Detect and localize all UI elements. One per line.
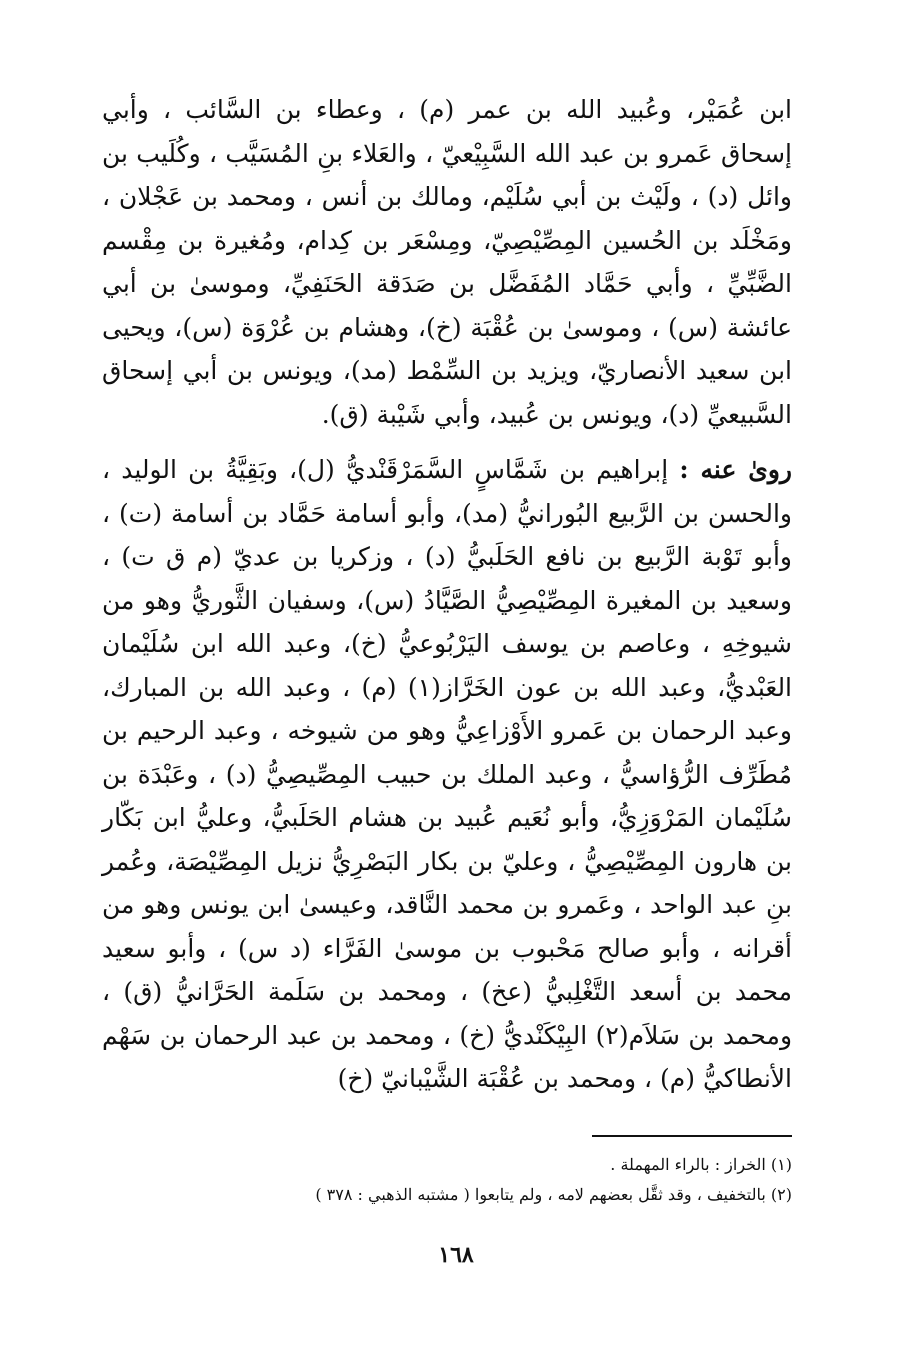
- text-line: ابن عُمَيْر، وعُبيد الله بن عمر (م) ، وعطاء بن السَّائب ، وأبي إسحاق: [102, 95, 792, 168]
- text-line: إبراهيم بن شَمَّاسٍ السَّمَرْقَنْديُّ (ل)، وبَقِيَّةُ بن: [188, 455, 669, 484]
- text-line: الرحيم بن مُطَرِّف الرُّؤاسيُّ ، وعبد الملك بن حبيب المِصِّيصِيُّ (د) ،: [102, 716, 792, 789]
- text-line: المِصِّيْصَة، وعُمر بنِ عبد الواحد ، وعَمرو بن محمد النَّاقد، وعيسىٰ: [102, 846, 792, 919]
- text-line: أسامة (ت) ، وأبو تَوْبة الرَّبيع بن نافع الحَلَبيُّ (د) ، وزكريا بن عديّ: [102, 498, 792, 571]
- text-line: س) ، وأبو سعيد محمد بن أسعد التَّغْلِبيُّ (عخ) ، ومحمد بن سَلَمة: [102, 933, 792, 1006]
- text-line: (م ق ت) ، وسعيد بن المغيرة المِصِّيْصِيُّ الصَّيَّادُ (س)، وسفيان: [102, 542, 792, 615]
- text-line: عَمرو بن عبد الله السَّبِيْعيّ ، والعَلاء بنِ المُسَيَّب ، وكُلَيب بن وائل: [102, 138, 793, 211]
- footnote-divider: [592, 1135, 792, 1137]
- paragraph-lead: روىٰ عنه :: [679, 455, 792, 484]
- text-line: الحَرَّانيُّ (ق) ، ومحمد بن سَلاَم(٢) البِيْكَنْديُّ (خ) ، ومحمد بن عبد: [102, 977, 793, 1050]
- narrators-from-paragraph: [102, 88, 792, 436]
- text-line: وعَبْدَة بن سُلَيْمان المَرْوَزِيُّ، وأبو نُعَيم عُبيد بن هشام الحَلَبيُّ، وعليُّ: [102, 759, 793, 832]
- text-line: المبارك، وعبد الرحمان بن عَمرو الأَوْزاعِيُّ وهو من شيوخه ، وعبد: [102, 672, 792, 745]
- footnote-1: (١) الخراز : بالراء المهملة .: [610, 1155, 792, 1174]
- footnotes: [102, 1150, 792, 1210]
- text-line: الضَّبِّيِّ ، وأبي حَمَّاد المُفَضَّل بن صَدَقة الحَنَفِيِّ، وموسىٰ بن أبي: [102, 269, 792, 298]
- text-line: عائشة (س) ، وموسىٰ بن عُقْبَة (خ)، وهشام بن عُرْوَة (س)، ويحيى: [102, 312, 792, 342]
- text-line: (د) ، ولَيْث بن أبي سُلَيْم، ومالك بن أنس ، ومحمد بن عَجْلان ،: [102, 182, 739, 211]
- text-line: إسحاق السَّبيعيِّ (د)، ويونس بن عُبيد، وأبي شَيْبة (ق).: [102, 356, 792, 429]
- text-line: ومَخْلَد بن الحُسين المِصِّيْصِيّ، ومِسْعَر بن كِدام، ومُغيرة بن مِقْسم: [102, 225, 792, 255]
- text-line: الرحمان بن سَهْم الأنطاكيُّ (م) ، ومحمد بن عُقْبَة الشَّيْبانيّ (خ): [102, 1020, 792, 1093]
- text-line: الوليد ، والحسن بن الرَّبيع البُورانيُّ (مد)، وأبو أسامة حَمَّاد بن: [102, 455, 793, 528]
- text-line: ابن سُلَيْمان العَبْديُّ، وعبد الله بن عون الخَرَّاز(١) (م) ، وعبد الله بن: [102, 629, 793, 702]
- page-number: ١٦٨: [438, 1242, 474, 1268]
- footnote-2: (٢) بالتخفيف ، وقد ثقَّل بعضهم لامه ، ولم يتابعوا ( مشتبه الذهبي : ٣٧٨ ): [315, 1185, 792, 1204]
- text-line: ابن سعيد الأنصاريّ، ويزيد بن السِّمْط (مد)، ويونس بن أبي: [182, 356, 792, 385]
- text-line: ابن بَكّار بن هارون المِصِّيْصِيُّ ، وعليّ بن بكار البَصْرِيُّ نزيل: [102, 803, 792, 876]
- text-line: الثَّوريُّ وهو من شيوخِهِ ، وعاصم بن يوسف اليَرْبُوعيُّ (خ)، وعبد الله: [102, 585, 792, 658]
- text-line: ابن يونس وهو من أقرانه ، وأبو صالح مَحْبوب بن موسىٰ الفَرَّاء (د: [102, 890, 793, 963]
- main-text: [102, 88, 792, 1101]
- narrators-to-paragraph: [102, 448, 792, 1101]
